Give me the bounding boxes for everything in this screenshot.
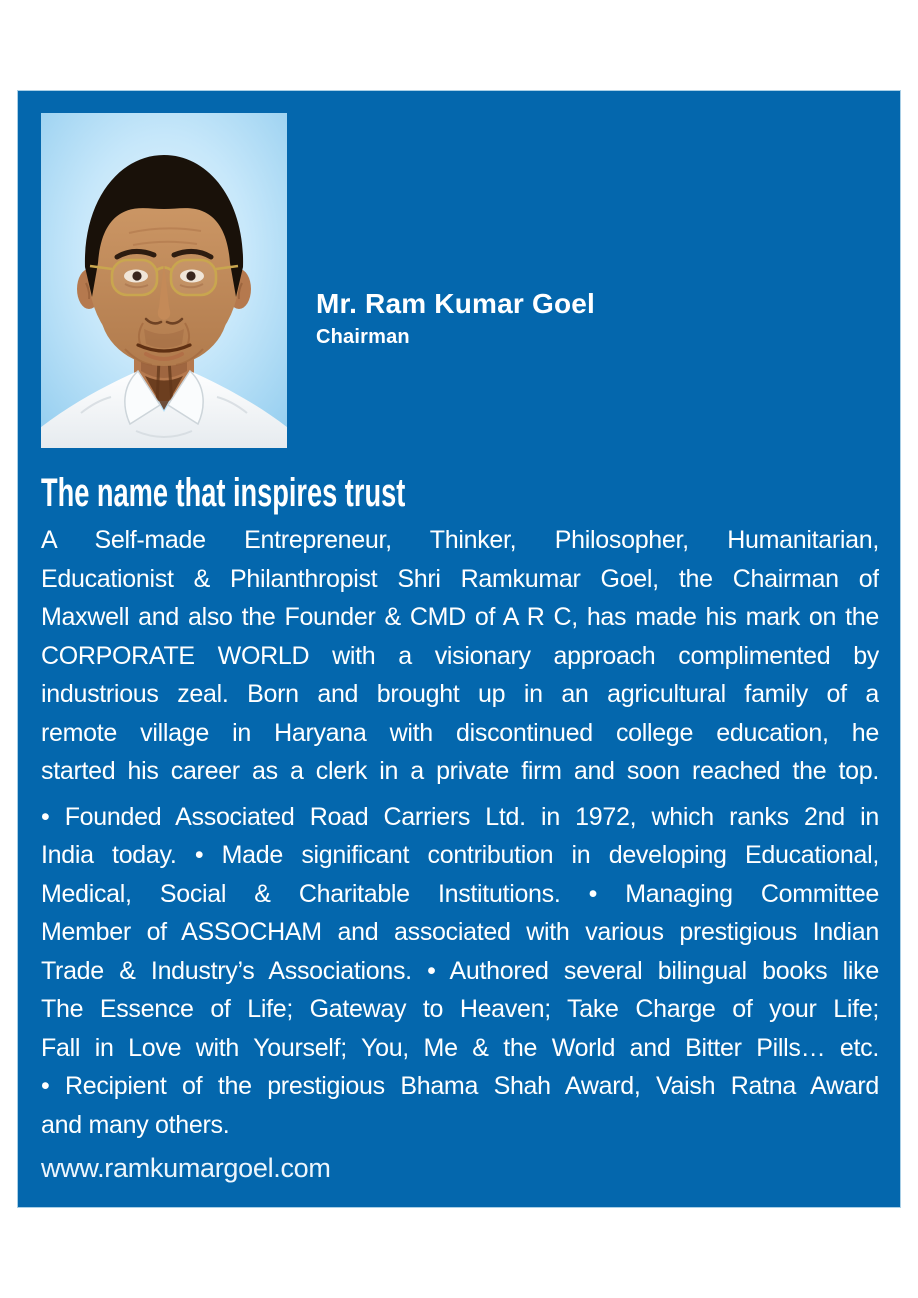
bio-line: remote village in Haryana with discontinued college education, he: [41, 718, 879, 747]
person-name: Mr. Ram Kumar Goel: [316, 288, 596, 319]
bio-line: industrious zeal. Born and brought up in an agricultural family of a: [41, 680, 879, 708]
headline-text: The name that inspires trust: [41, 471, 406, 515]
name-block: [316, 287, 595, 349]
bio-line: • Recipient of the prestigious Bhama Shah Award, Vaish Ratna Award: [41, 1072, 879, 1100]
bio-line: Educationist & Philanthropist Shri Ramkumar Goel, the Chairman of: [41, 564, 879, 593]
bio-line: Member of ASSOCHAM and associated with various prestigious Indian: [41, 918, 879, 946]
bio-line: and many others.: [41, 1110, 230, 1139]
portrait-photo-illustration: [41, 113, 287, 448]
bio-line: The Essence of Life; Gateway to Heaven; Take Charge of your Life;: [41, 995, 879, 1023]
bio-line: India today. • Made significant contribution in developing Educational,: [41, 841, 879, 869]
bio-paragraph-1: [41, 521, 879, 791]
bio-line: • Founded Associated Road Carriers Ltd. in 1972, which ranks 2nd in: [41, 802, 879, 831]
bio-paragraph-2: [41, 798, 879, 1145]
bio-line: A Self-made Entrepreneur, Thinker, Philosopher, Humanitarian,: [41, 526, 879, 554]
bio-line: started his career as a clerk in a private firm and soon reached the top.: [41, 757, 879, 785]
portrait-photo: [41, 113, 287, 448]
bio-line: Maxwell and also the Founder & CMD of A R C, has made his mark on the: [41, 603, 879, 631]
bio-line: CORPORATE WORLD with a visionary approach complimented by: [41, 641, 879, 670]
profile-card: [17, 90, 901, 1208]
bio-line: Fall in Love with Yourself; You, Me & the World and Bitter Pills… etc.: [41, 1033, 879, 1062]
headline: [41, 473, 879, 513]
bio-line: Medical, Social & Charitable Institutions. • Managing Committee: [41, 879, 879, 908]
person-title: Chairman: [316, 326, 410, 348]
bio-line: Trade & Industry’s Associations. • Authored several bilingual books like: [41, 956, 879, 985]
website-link[interactable]: www.ramkumargoel.com: [41, 1153, 331, 1183]
